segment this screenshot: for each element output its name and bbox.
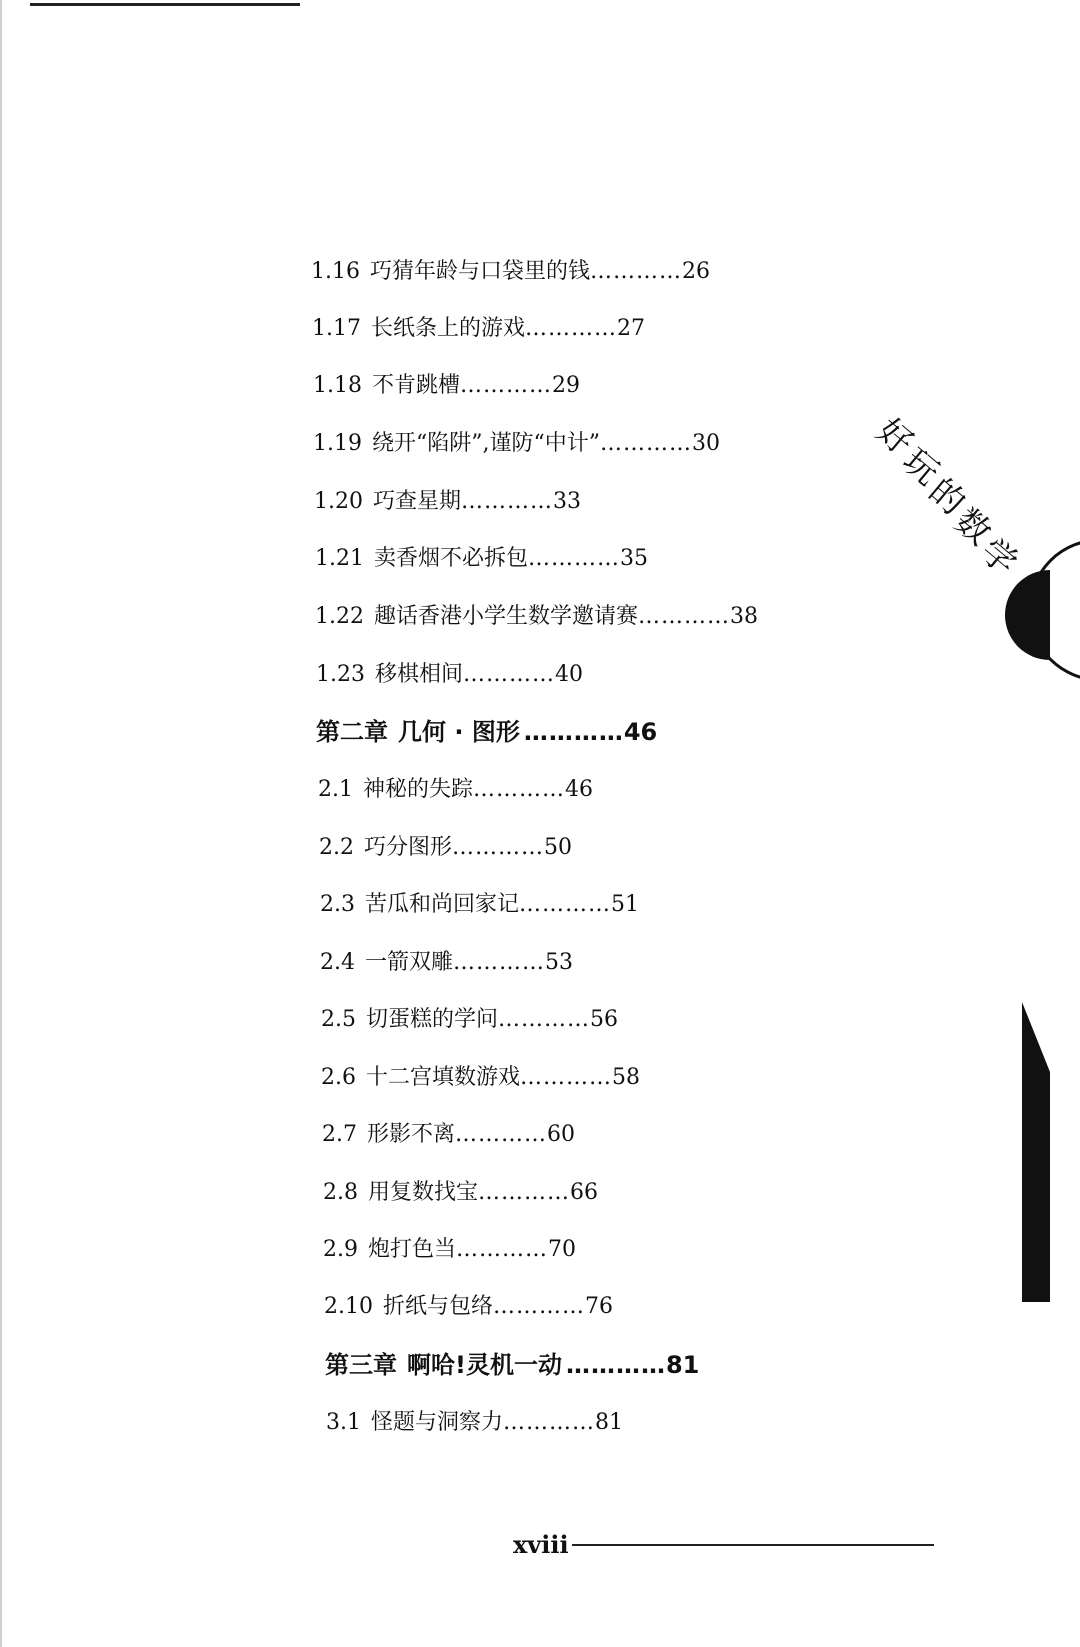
entry-page: 26 — [682, 259, 710, 284]
entry-number: 1.16 — [311, 259, 360, 284]
toc-entry — [321, 1006, 618, 1034]
toc-entry — [321, 1064, 640, 1092]
entry-title: 趣话香港小学生数学邀请赛 — [373, 604, 638, 629]
leader-dots: ………… — [503, 1410, 596, 1435]
entry-page: 33 — [553, 489, 581, 514]
toc-entry — [326, 1409, 623, 1437]
leader-dots: ………… — [473, 777, 566, 802]
leader-dots: ………… — [525, 316, 617, 341]
side-title-char: 玩 — [894, 440, 947, 494]
entry-page: 35 — [620, 546, 648, 571]
leader-dots: ………… — [523, 718, 624, 746]
side-title-char: 好 — [868, 410, 921, 464]
leader-dots: ………… — [461, 489, 553, 514]
toc-entry — [320, 891, 639, 919]
leader-dots: ………… — [590, 259, 682, 284]
entry-number: 1.18 — [313, 373, 362, 398]
bottom-rule — [572, 1544, 934, 1546]
chapter-heading — [316, 718, 657, 746]
entry-number: 3.1 — [326, 1410, 361, 1435]
entry-title: 折纸与包络 — [382, 1294, 493, 1319]
leader-dots: ………… — [520, 1065, 613, 1090]
entry-page: 50 — [544, 835, 573, 860]
entry-title: 巧分图形 — [364, 835, 453, 860]
entry-page: 56 — [590, 1007, 619, 1032]
entry-number: 1.22 — [315, 604, 364, 629]
entry-title: 炮打色当 — [368, 1237, 457, 1262]
entry-title: 移棋相间 — [374, 662, 463, 687]
toc-entry — [311, 258, 710, 286]
entry-page: 60 — [547, 1122, 576, 1147]
entry-number: 1.23 — [316, 662, 365, 687]
toc-entry — [322, 1121, 575, 1149]
entry-page: 40 — [555, 662, 583, 687]
leader-dots: ………… — [519, 892, 612, 917]
entry-number: 2.6 — [321, 1065, 356, 1090]
entry-title: 苦瓜和尚回家记 — [365, 892, 520, 917]
chapter-title: 啊哈!灵机一动 — [407, 1351, 562, 1379]
entry-title: 一箭双雕 — [365, 950, 454, 975]
leader-dots: ………… — [498, 1007, 591, 1032]
leader-dots: ………… — [493, 1294, 585, 1319]
chapter-page: 46 — [623, 718, 658, 746]
entry-page: 70 — [548, 1237, 577, 1262]
leader-dots: ………… — [460, 373, 552, 398]
leader-dots: ………… — [638, 604, 730, 629]
chapter-number: 第三章 — [325, 1351, 397, 1379]
side-book-title — [868, 410, 1025, 584]
entry-number: 1.21 — [315, 546, 364, 571]
toc-entry — [323, 1236, 576, 1264]
toc-entry — [314, 488, 581, 516]
leader-dots: ………… — [452, 835, 545, 860]
toc-entry — [318, 776, 593, 804]
entry-page: 30 — [691, 431, 720, 456]
toc-entry — [315, 545, 648, 573]
entry-title: 神秘的失踪 — [363, 777, 474, 802]
entry-number: 2.5 — [321, 1007, 356, 1032]
entry-number: 2.3 — [320, 892, 355, 917]
toc-entry — [312, 315, 645, 343]
entry-title: 用复数找宝 — [368, 1180, 479, 1205]
entry-title: 长纸条上的游戏 — [370, 316, 525, 341]
side-title-char: 学 — [972, 530, 1025, 584]
chapter-heading — [325, 1351, 699, 1379]
leader-dots: ………… — [453, 950, 546, 975]
entry-page: 51 — [611, 892, 640, 917]
entry-title: 巧查星期 — [372, 489, 461, 514]
side-title-char: 的 — [920, 470, 973, 524]
entry-page: 66 — [570, 1180, 599, 1205]
chapter-page: 81 — [665, 1351, 700, 1379]
toc-entry — [316, 661, 583, 689]
entry-page: 81 — [595, 1410, 624, 1435]
leader-dots: ………… — [456, 1237, 549, 1262]
entry-number: 2.2 — [319, 835, 354, 860]
entry-page: 29 — [552, 373, 580, 398]
entry-page: 76 — [585, 1294, 613, 1319]
entry-title: 卖香烟不必拆包 — [373, 546, 528, 571]
entry-number: 2.4 — [320, 950, 355, 975]
entry-title: 巧猜年龄与口袋里的钱 — [369, 259, 590, 284]
entry-page: 53 — [545, 950, 574, 975]
toc-entry — [323, 1179, 598, 1207]
entry-number: 2.7 — [322, 1122, 357, 1147]
entry-page: 38 — [730, 604, 758, 629]
entry-number: 1.17 — [312, 316, 361, 341]
toc-entry — [313, 372, 580, 400]
side-title-char: 数 — [946, 500, 999, 554]
toc-entry — [313, 430, 720, 458]
entry-number: 2.10 — [324, 1294, 373, 1319]
leader-dots: ………… — [478, 1180, 571, 1205]
entry-title: 怪题与洞察力 — [371, 1410, 504, 1435]
toc-entry — [315, 603, 758, 631]
entry-page: 58 — [612, 1065, 641, 1090]
chapter-number: 第二章 — [316, 718, 388, 746]
entry-title: 形影不离 — [367, 1122, 456, 1147]
entry-number: 2.9 — [323, 1237, 358, 1262]
leader-dots: ………… — [455, 1122, 548, 1147]
decorative-arc-icon — [980, 540, 1080, 680]
entry-title: 十二宫填数游戏 — [366, 1065, 521, 1090]
decorative-tab-bar — [1022, 1002, 1050, 1302]
entry-title: 绕开“陷阱”,谨防“中计” — [371, 431, 600, 456]
leader-dots: ………… — [463, 662, 555, 687]
leader-dots: ………… — [528, 546, 620, 571]
entry-number: 2.1 — [318, 777, 353, 802]
leader-dots: ………… — [599, 431, 692, 456]
toc-entry — [320, 949, 573, 977]
leader-dots: ………… — [565, 1351, 666, 1379]
entry-number: 1.20 — [314, 489, 363, 514]
entry-number: 2.8 — [323, 1180, 358, 1205]
chapter-title: 几何 · 图形 — [398, 718, 520, 746]
entry-title: 不肯跳槽 — [371, 373, 460, 398]
toc-entry — [324, 1293, 613, 1321]
entry-number: 1.19 — [313, 431, 362, 456]
entry-title: 切蛋糕的学问 — [366, 1007, 499, 1032]
entry-page: 46 — [565, 777, 594, 802]
toc-entry — [319, 834, 572, 862]
page-number: xviii — [513, 1530, 569, 1559]
entry-page: 27 — [617, 316, 645, 341]
